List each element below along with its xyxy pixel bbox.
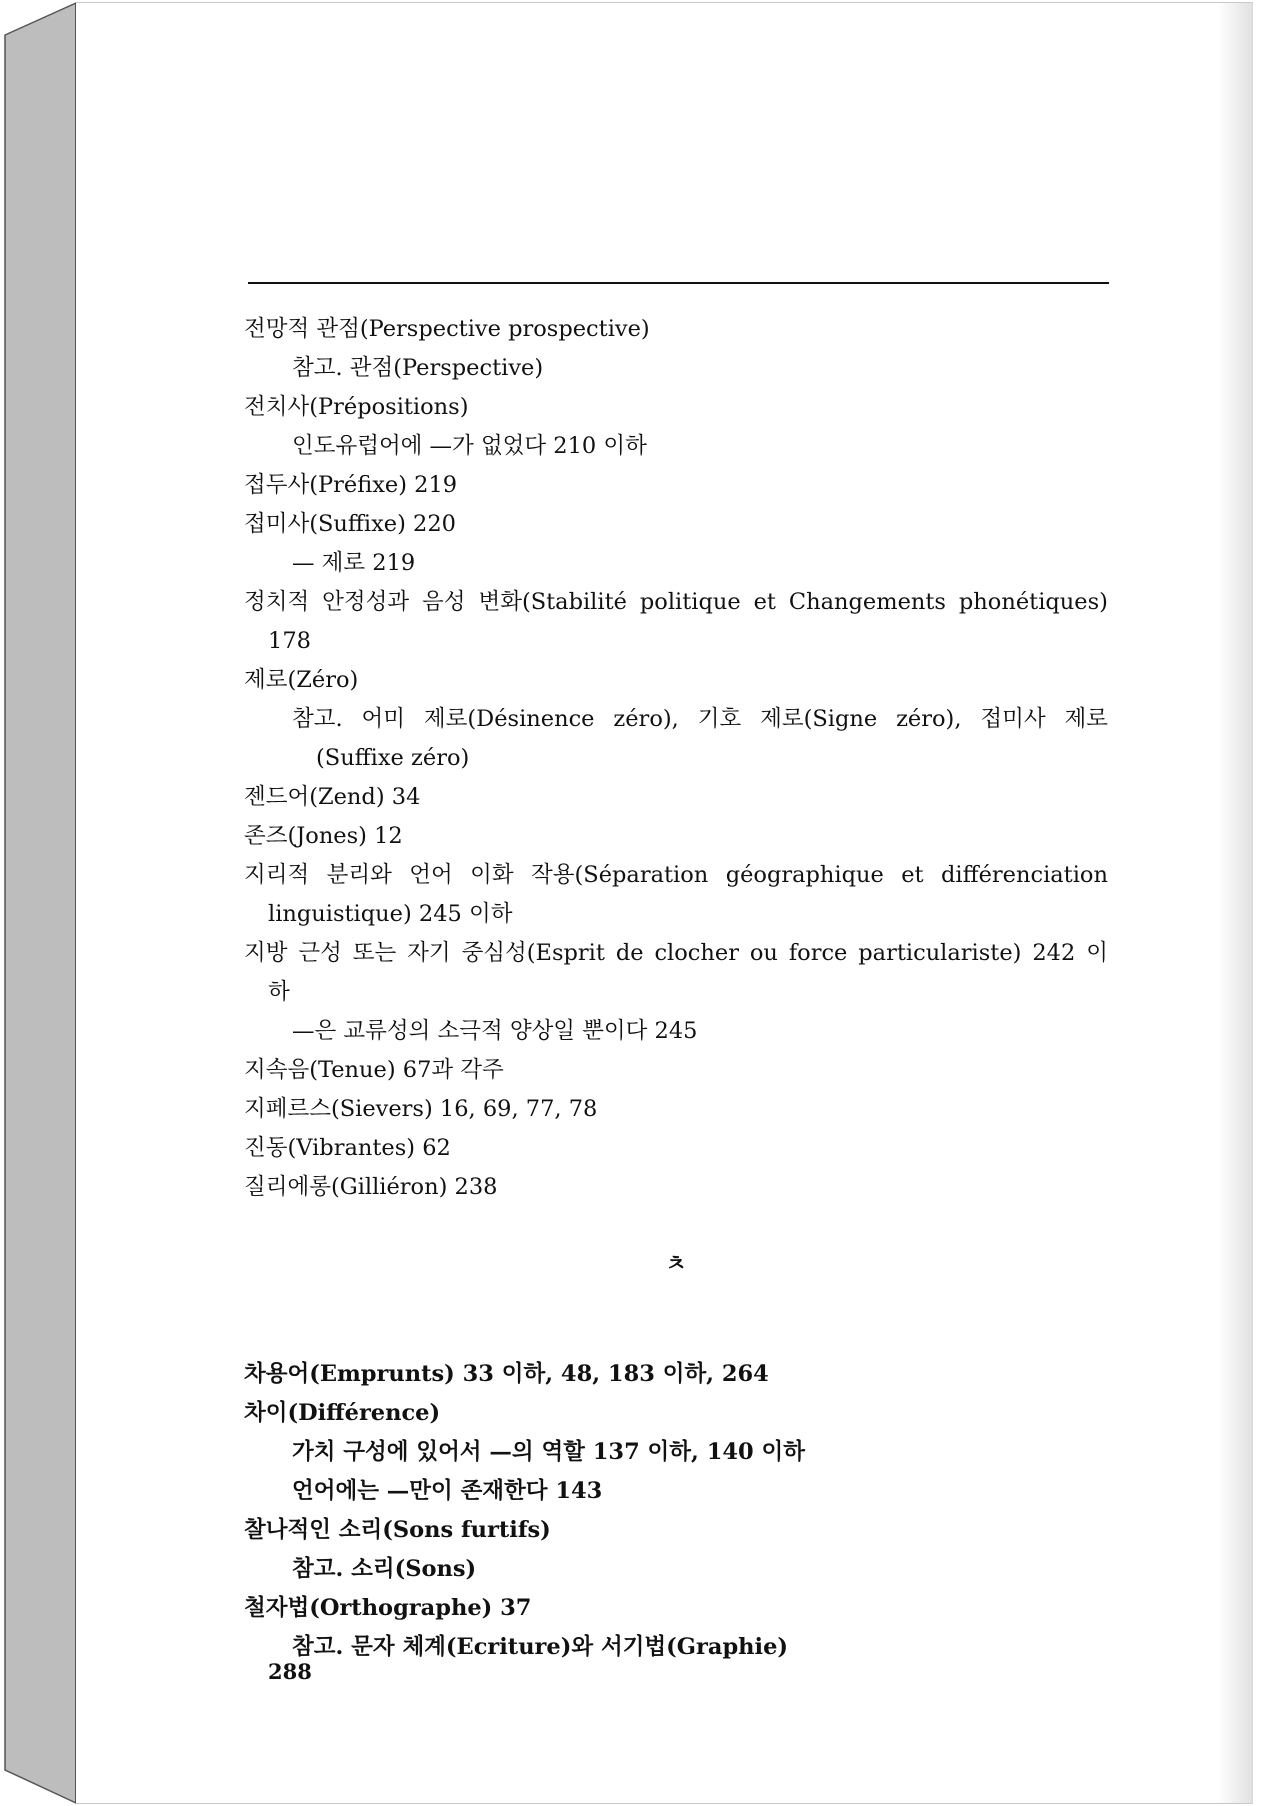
index-word: 참고.	[292, 706, 343, 732]
index-word: clocher	[654, 940, 739, 966]
index-word: 지방	[244, 940, 288, 966]
index-word: particulariste)	[858, 940, 1022, 966]
index-entry	[244, 583, 1108, 622]
index-word: 정치적	[244, 589, 310, 615]
index-list-bottom	[244, 1355, 1108, 1667]
index-word: force	[788, 940, 848, 966]
index-word: 제로(Signe	[760, 706, 878, 732]
header-rule	[248, 282, 1109, 284]
index-entry: 하	[268, 979, 290, 1005]
index-word: de	[615, 940, 644, 966]
index-entry: 참고. 문자 체계(Ecriture)와 서기법(Graphie)	[292, 1634, 789, 1660]
index-word: 이화	[470, 862, 514, 888]
index-word: politique	[639, 589, 741, 615]
index-entry: 찰나적인 소리(Sons furtifs)	[244, 1517, 551, 1543]
index-word: zéro),	[896, 706, 962, 732]
section-letter: ㅊ	[665, 1252, 687, 1277]
index-entry: 전치사(Prépositions)	[244, 394, 469, 420]
index-word: 안정성과	[322, 589, 410, 615]
index-entry: 178	[268, 628, 311, 654]
index-entry: linguistique) 245 이하	[268, 901, 513, 927]
index-entry: 전망적 관점(Perspective prospective)	[244, 316, 650, 342]
index-word: et	[901, 862, 924, 888]
index-entries	[244, 310, 1108, 1667]
index-word: 접미사	[980, 706, 1046, 732]
index-word: 자기	[407, 940, 451, 966]
index-entry	[244, 934, 1108, 973]
section-header	[244, 1207, 1108, 1355]
index-list-top	[244, 310, 1108, 1207]
index-entry	[244, 700, 1108, 739]
index-word: 근성	[298, 940, 342, 966]
index-word: 변화(Stabilité	[478, 589, 627, 615]
page-number: 288	[268, 1659, 312, 1684]
index-entry: 지페르스(Sievers) 16, 69, 77, 78	[244, 1096, 598, 1122]
index-word: ou	[749, 940, 778, 966]
index-word: 242	[1032, 940, 1076, 966]
index-entry: 참고. 소리(Sons)	[292, 1556, 477, 1582]
index-entry: 제로(Zéro)	[244, 667, 359, 693]
index-word: 작용(Séparation	[531, 862, 709, 888]
index-word: 지리적	[244, 862, 310, 888]
index-entry: 접두사(Préfixe) 219	[244, 472, 458, 498]
index-entry	[244, 856, 1108, 895]
index-word: zéro),	[613, 706, 679, 732]
index-entry: — 제로 219	[292, 550, 416, 576]
index-entry: 존즈(Jones) 12	[244, 823, 403, 849]
index-word: géographique	[725, 862, 884, 888]
index-word: 어미	[361, 706, 406, 732]
index-word: 중심성(Esprit	[461, 940, 605, 966]
index-entry: 참고. 관점(Perspective)	[292, 355, 544, 381]
index-word: 기호	[697, 706, 742, 732]
index-word: 언어	[409, 862, 453, 888]
index-word: Changements	[788, 589, 946, 615]
index-word: 또는	[352, 940, 397, 966]
index-entry: (Suffixe zéro)	[316, 745, 470, 771]
index-entry: 차용어(Emprunts) 33 이하, 48, 183 이하, 264	[244, 1361, 769, 1387]
page-edge-shade	[1218, 3, 1252, 1803]
index-word: 분리와	[326, 862, 392, 888]
index-word: et	[753, 589, 776, 615]
index-entry: 젠드어(Zend) 34	[244, 784, 421, 810]
index-entry: 철자법(Orthographe) 37	[244, 1595, 532, 1621]
index-entry: 지속음(Tenue) 67과 각주	[244, 1057, 504, 1083]
index-word: phonétiques)	[958, 589, 1108, 615]
index-entry: —은 교류성의 소극적 양상일 뿐이다 245	[292, 1018, 698, 1044]
index-word: 제로(Désinence	[423, 706, 595, 732]
index-word: 제로	[1064, 706, 1108, 732]
index-word: différenciation	[941, 862, 1108, 888]
index-word: 이	[1086, 940, 1108, 966]
index-entry: 접미사(Suffixe) 220	[244, 511, 456, 537]
index-entry: 질리에롱(Gilliéron) 238	[244, 1174, 498, 1200]
index-entry: 진동(Vibrantes) 62	[244, 1135, 451, 1161]
index-entry: 언어에는 —만이 존재한다 143	[292, 1478, 603, 1504]
index-entry: 차이(Différence)	[244, 1400, 441, 1426]
index-entry: 인도유럽어에 —가 없었다 210 이하	[292, 433, 647, 459]
index-entry: 가치 구성에 있어서 —의 역할 137 이하, 140 이하	[292, 1439, 805, 1465]
index-word: 음성	[422, 589, 466, 615]
